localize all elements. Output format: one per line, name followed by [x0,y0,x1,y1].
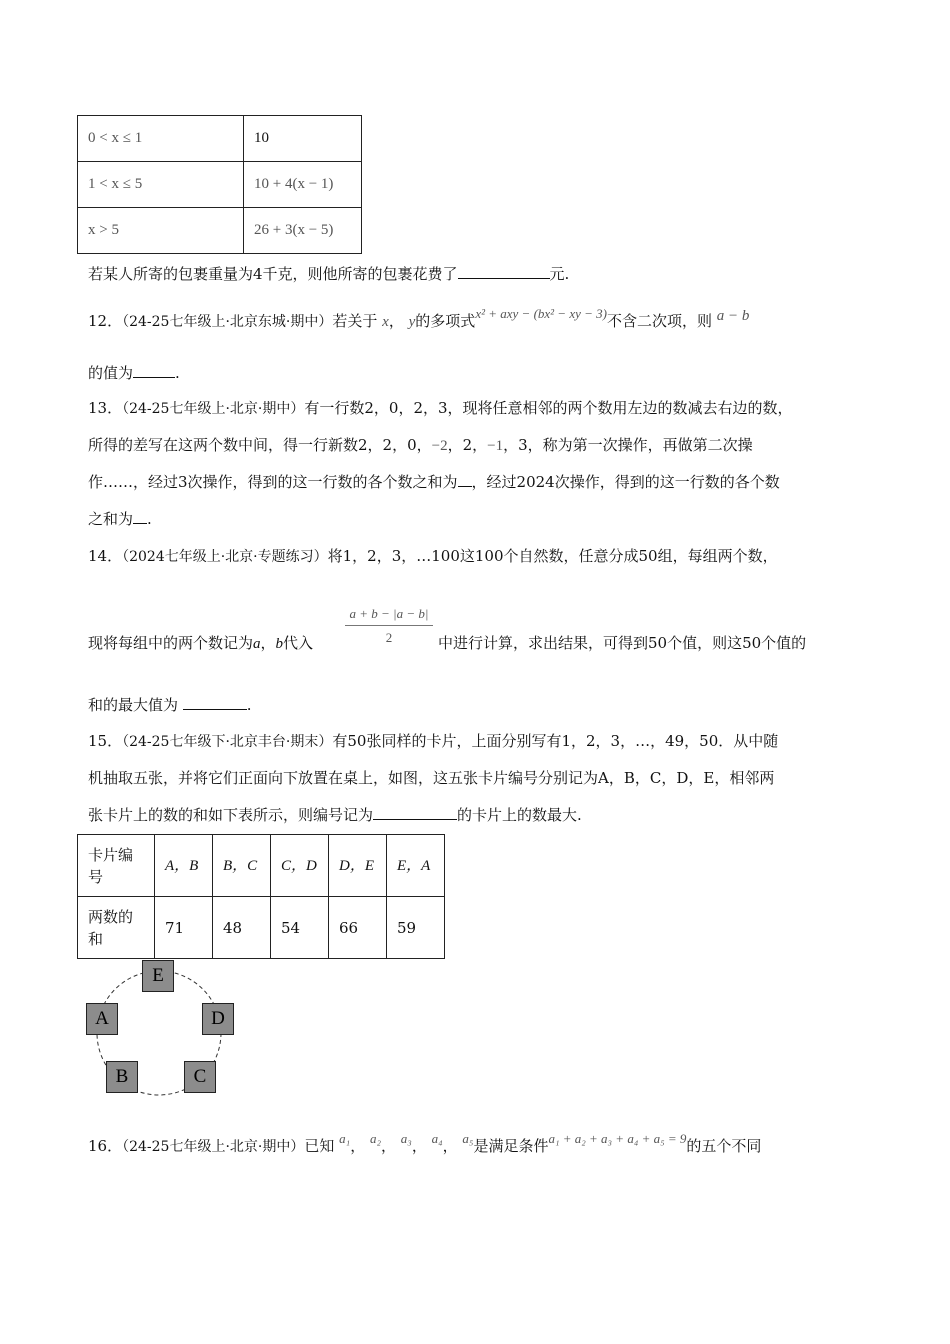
pair-cell: B，C [213,835,271,897]
polynomial: x² + axy − (bx² − xy − 3) [475,306,607,321]
question-source: （24-25七年级上·北京·期中） [122,401,305,417]
q11-text: 若某人所寄的包裹重量为4千克，则他所寄的包裹花费了 元. [88,265,570,283]
question-15: 15．（24-25七年级下·北京丰台·期末）有50张同样的卡片，上面分别写有1，2，3，…，49，50．从中随 [88,732,779,750]
question-number: 15． [88,732,123,750]
table-row [78,116,362,162]
condition-equation: a₁ + a₂ + a₃ + a₄ + a₅ = 9 [548,1131,687,1146]
sum-cell: 66 [329,897,387,959]
table-row [78,162,362,208]
question-source: （24-25七年级上·北京东城·期中） [122,314,333,330]
question-number: 12． [88,312,123,330]
sum-cell: 54 [271,897,329,959]
cost-cell: 10 + 4(x − 1) [244,162,362,208]
q13-line2: 所得的差写在这两个数中间，得一行新数2，2，0，−2，2，−1，3，称为第一次操作，再做第二次操 [88,436,753,454]
q14-line3: 和的最大值为 . [88,696,252,714]
card-e: E [142,960,174,992]
fraction-numerator: a + b − |a − b| [345,606,433,626]
question-13: 13．（24-25七年级上·北京·期中）有一行数2，0，2，3，现将任意相邻的两个数用左边的数减去右边的数， [88,399,793,417]
fraction-denominator: 2 [385,630,393,645]
question-12: 12．（24-25七年级上·北京东城·期中）若关于 x， y的多项式x² + axy − (bx² − xy − 3)不含二次项，则 a − b [88,306,750,330]
sum-cell: 71 [155,897,213,959]
question-source: （24-25七年级下·北京丰台·期末） [122,734,333,750]
weight-range-cell: 0 < x ≤ 1 [78,116,244,162]
weight-range-cell: 1 < x ≤ 5 [78,162,244,208]
question-source: （24-25七年级上·北京·期中） [122,1139,305,1155]
answer-blank [133,377,175,378]
card-a: A [86,1003,118,1035]
q14-line2: 现将每组中的两个数记为a，b代入 [88,634,314,652]
weight-range-cell: x > 5 [78,208,244,254]
answer-blank [133,523,147,524]
fraction [345,606,433,646]
row-header: 两数的和 [78,897,155,959]
question-16: 16．（24-25七年级上·北京·期中）已知 a₁， a₂， a₃， a₄， a₅是满足条件a₁ + a₂ + a₃ + a₄ + a₅ = 9的五个不同 [88,1131,762,1155]
q12-line2: 的值为 . [88,364,180,382]
q14-line2-cont: 中进行计算，求出结果，可得到50个值，则这50个值的 [438,634,807,652]
pair-cell: E，A [387,835,445,897]
card-b: B [106,1061,138,1093]
sum-cell: 48 [213,897,271,959]
q13-line4: 之和为 . [88,510,152,528]
answer-blank [458,486,472,487]
q15-line2: 机抽取五张，并将它们正面向下放置在桌上，如图，这五张卡片编号分别记为A，B，C，D，E，相邻两 [88,769,775,787]
answer-blank [373,819,457,820]
pricing-table [77,115,362,254]
question-number: 14． [88,547,123,565]
cost-cell: 10 [244,116,362,162]
question-number: 16． [88,1137,123,1155]
row-header: 卡片编号 [78,835,155,897]
pair-cell: C，D [271,835,329,897]
pair-cell: A，B [155,835,213,897]
card-sum-table [77,834,445,959]
answer-blank [458,278,550,279]
answer-blank [183,709,247,710]
q13-line3: 作……，经过3次操作，得到的这一行数的各个数之和为 ，经过2024次操作，得到的这一行数的各个数 [88,473,780,491]
cost-cell: 26 + 3(x − 5) [244,208,362,254]
table-row [78,897,445,959]
table-row [78,208,362,254]
table-row [78,835,445,897]
card-c: C [184,1061,216,1093]
card-d: D [202,1003,234,1035]
question-14: 14．（2024七年级上·北京·专题练习）将1，2，3，…100这100个自然数，任意分成50组，每组两个数， [88,547,778,565]
sum-cell: 59 [387,897,445,959]
question-source: （2024七年级上·北京·专题练习） [122,549,328,565]
question-number: 13． [88,399,123,417]
pair-cell: D，E [329,835,387,897]
q15-line3: 张卡片上的数的和如下表所示，则编号记为 的卡片上的数最大. [88,806,582,824]
